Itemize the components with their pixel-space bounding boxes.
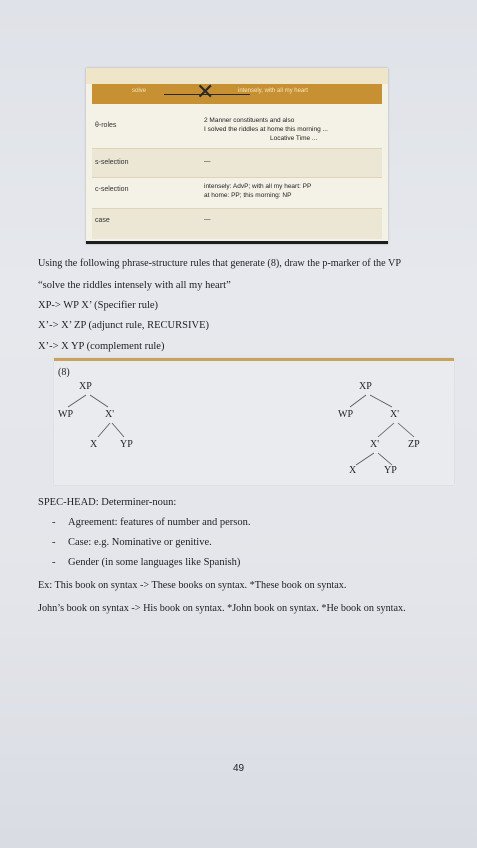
left-tree-xbar: X' bbox=[105, 409, 115, 420]
bullet-dash: - bbox=[52, 537, 56, 548]
row-key: case bbox=[95, 217, 110, 224]
row-value: — bbox=[204, 158, 211, 165]
left-tree-wp: WP bbox=[58, 409, 73, 420]
complement-rule: X’-> X YP (complement rule) bbox=[38, 341, 165, 352]
row-value: — bbox=[204, 216, 211, 223]
row-key: c-selection bbox=[95, 186, 129, 193]
instruction-line-1: Using the following phrase-structure rules that generate (8), draw the p-marker of the VP bbox=[38, 258, 402, 269]
left-tree-x: X bbox=[90, 439, 98, 450]
tree-diagrams-box bbox=[54, 358, 454, 485]
left-tree-xp: XP bbox=[79, 381, 92, 392]
header-right-label: intensely, with all my heart bbox=[238, 88, 308, 94]
instruction-line-2: “solve the riddles intensely with all my heart” bbox=[38, 280, 231, 291]
right-tree-x: X bbox=[349, 465, 357, 476]
specifier-rule: XP-> WP X’ (Specifier rule) bbox=[38, 300, 159, 311]
figure-header-bar bbox=[92, 80, 382, 105]
example-line-2: John’s book on syntax -> His book on syntax. *John book on syntax. *He book on syntax. bbox=[38, 603, 406, 614]
s-selection-row bbox=[92, 149, 382, 178]
right-tree-xbar-top: X' bbox=[390, 409, 400, 420]
value-line: at home: PP; this morning: NP bbox=[204, 192, 292, 199]
example-number: (8) bbox=[58, 367, 70, 378]
right-tree-xp: XP bbox=[359, 381, 372, 392]
row-value bbox=[204, 182, 311, 200]
row-key: θ-roles bbox=[95, 122, 117, 129]
right-tree-xbar-low: X' bbox=[370, 439, 380, 450]
figure-bottom-rule bbox=[86, 241, 388, 244]
value-line: intensely: AdvP; with all my heart: PP bbox=[204, 183, 312, 190]
bullet-agreement: Agreement: features of number and person. bbox=[68, 517, 251, 528]
right-tree-zp: ZP bbox=[408, 439, 420, 450]
theta-roles-row bbox=[92, 108, 382, 149]
adjunct-rule: X’-> X’ ZP (adjunct rule, RECURSIVE) bbox=[38, 320, 209, 331]
bullet-gender: Gender (in some languages like Spanish) bbox=[68, 557, 241, 568]
right-tree-yp: YP bbox=[384, 465, 397, 476]
row-key: s-selection bbox=[95, 159, 129, 166]
value-line: 2 Manner constituents and also bbox=[204, 117, 295, 124]
example-line-1: Ex: This book on syntax -> These books on syntax. *These book on syntax. bbox=[38, 580, 347, 591]
header-left-label: solve bbox=[132, 88, 147, 94]
row-value bbox=[204, 116, 328, 143]
page-number: 49 bbox=[233, 763, 245, 774]
bullet-dash: - bbox=[52, 557, 56, 568]
theta-grid-figure bbox=[86, 68, 388, 244]
bullet-case: Case: e.g. Nominative or genitive. bbox=[68, 537, 212, 548]
case-row bbox=[92, 209, 382, 239]
bullet-dash: - bbox=[52, 517, 56, 528]
value-line: I solved the riddles at home this morning ... bbox=[204, 126, 328, 133]
cross-icon: ✕ bbox=[196, 80, 215, 105]
figure-top-band bbox=[86, 68, 388, 84]
spec-head-heading: SPEC-HEAD: Determiner-noun: bbox=[38, 497, 177, 508]
left-tree-yp: YP bbox=[120, 439, 133, 450]
right-tree-wp: WP bbox=[338, 409, 353, 420]
c-selection-row bbox=[92, 178, 382, 209]
value-line: Locative Time ... bbox=[270, 135, 318, 142]
